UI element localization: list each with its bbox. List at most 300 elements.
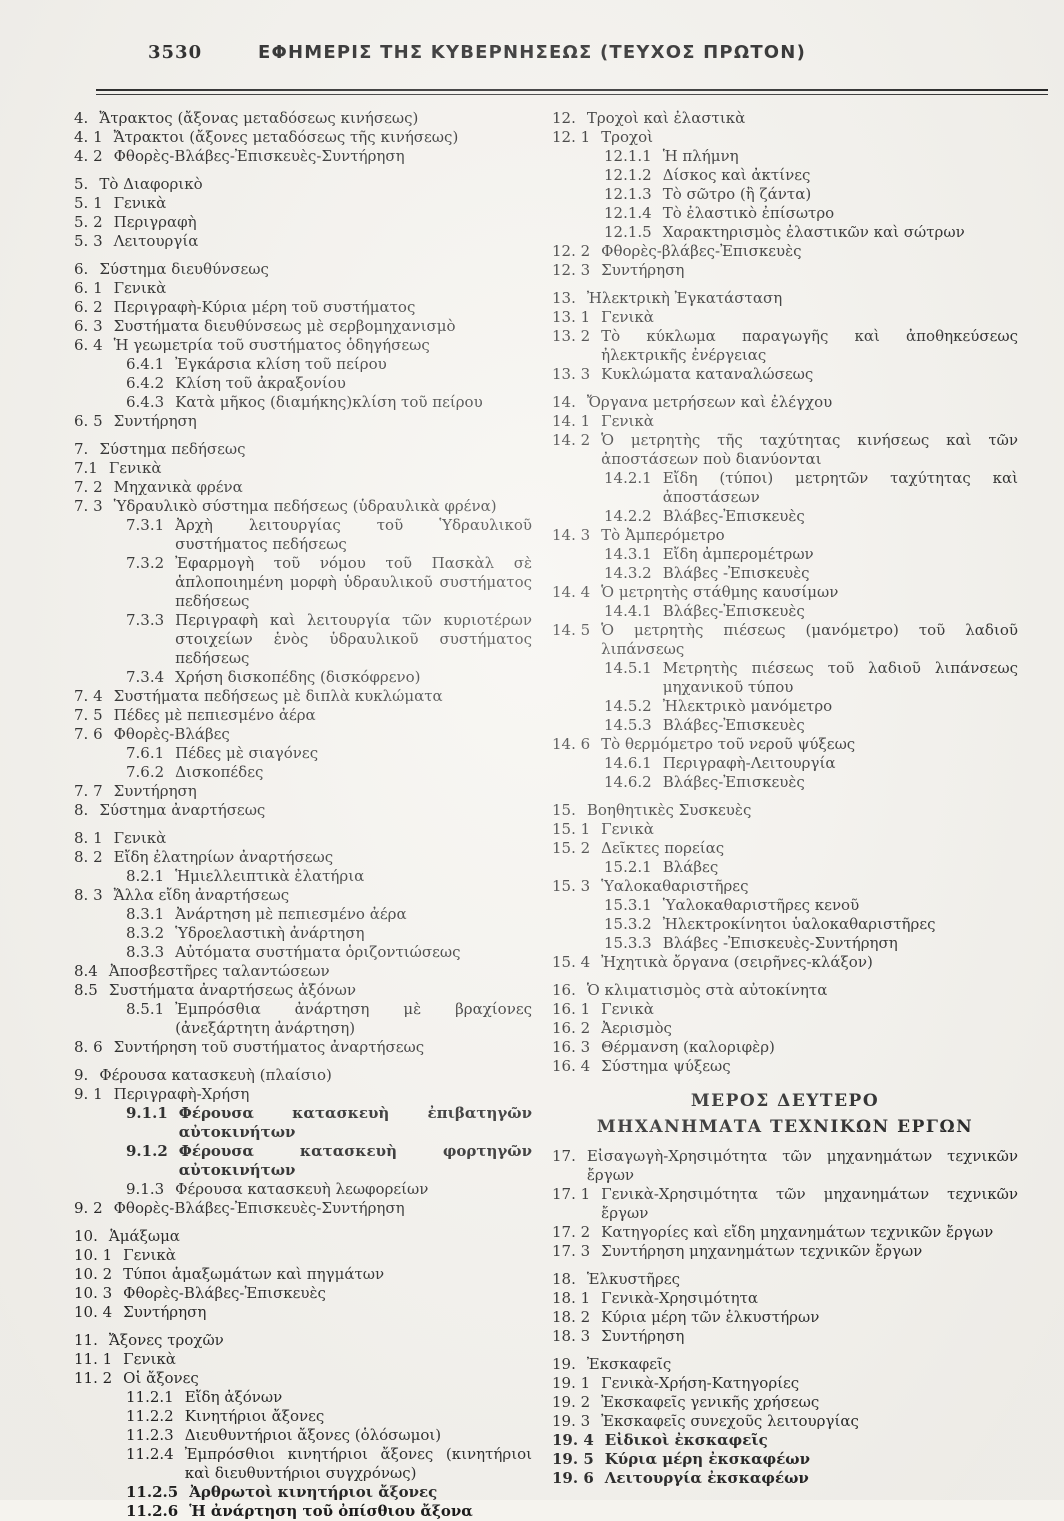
toc-entry [74, 1483, 532, 1502]
entry-number: 8.3.1 [126, 905, 165, 923]
entry-number: 13. 2 [552, 327, 591, 345]
entry-text: Ἄλλα εἴδη ἀναρτήσεως [113, 886, 290, 904]
toc-entry [552, 697, 1018, 716]
entry-number: 9.1.1 [126, 1104, 168, 1122]
entry-text: Ἐκσκαφεῖς [586, 1355, 672, 1373]
entry-number: 6. 4 [74, 336, 103, 354]
toc-entry [74, 497, 532, 516]
entry-text: Ἐφαρμογὴ τοῦ νόμου τοῦ Πασκὰλ σὲ ἁπλοποιημένη μορφὴ ὑδραυλικοῦ συστήματος πεδήσεως [175, 554, 532, 610]
toc-entry [552, 1469, 1018, 1488]
entry-number: 7.6.1 [126, 744, 165, 762]
toc-entry [74, 440, 532, 459]
toc-entry [552, 820, 1018, 839]
toc-entry [552, 1270, 1018, 1289]
toc-entry [552, 393, 1018, 412]
entry-text: Μηχανικὰ φρένα [113, 478, 243, 496]
entry-number: 18. [552, 1270, 576, 1288]
toc-entry [74, 867, 532, 886]
toc-entry [74, 128, 532, 147]
entry-number: 8. 2 [74, 848, 103, 866]
toc-entry [552, 915, 1018, 934]
entry-number: 11.2.1 [126, 1388, 174, 1406]
toc-entry [552, 204, 1018, 223]
entry-number: 14.5.3 [604, 716, 652, 734]
entry-number: 15. 1 [552, 820, 591, 838]
entry-number: 7. 7 [74, 782, 103, 800]
entry-text: Βλάβες -Ἐπισκευὲς-Συντήρηση [662, 934, 898, 952]
entry-text: Βοηθητικὲς Συσκευὲς [586, 801, 752, 819]
toc-entry [552, 507, 1018, 526]
entry-number: 14. 4 [552, 583, 591, 601]
toc-entry [74, 1303, 532, 1322]
entry-number: 11.2.6 [126, 1502, 179, 1520]
toc-entry [552, 147, 1018, 166]
entry-number: 5. 1 [74, 194, 103, 212]
toc-entry [552, 981, 1018, 1000]
toc-entry [74, 279, 532, 298]
entry-number: 8. [74, 801, 89, 819]
entry-text: Κατηγορίες καὶ εἴδη μηχανημάτων τεχνικῶν ἔργων [601, 1223, 994, 1241]
toc-entry [552, 896, 1018, 915]
entry-number: 18. 1 [552, 1289, 591, 1307]
toc-entry [74, 194, 532, 213]
entry-text: Δίσκος καὶ ἀκτίνες [662, 166, 811, 184]
entry-text: Τροχοὶ [601, 128, 654, 146]
toc-entry [74, 687, 532, 706]
entry-number: 14. [552, 393, 576, 411]
entry-text: Φέρουσα κατασκευὴ ἐπιβατηγῶν αὐτοκινήτων [178, 1104, 532, 1141]
entry-number: 14.5.2 [604, 697, 652, 715]
toc-entry [552, 754, 1018, 773]
entry-number: 9. [74, 1066, 89, 1084]
toc-entry [74, 459, 532, 478]
entry-text: Συντήρηση τοῦ συστήματος ἀναρτήσεως [113, 1038, 425, 1056]
entry-text: Ὁ μετρητὴς πιέσεως (μανόμετρο) τοῦ λαδιοῦ λιπάνσεως [601, 621, 1018, 658]
entry-text: Γενικὰ [601, 1000, 654, 1018]
toc-entry [552, 1057, 1018, 1076]
part-heading: ΜΕΡΟΣ ΔΕΥΤΕΡΟ [690, 1091, 880, 1111]
entry-number: 7. 5 [74, 706, 103, 724]
left-column [74, 109, 532, 1521]
entry-text: Ἡ πλήμνη [662, 147, 739, 165]
entry-number: 5. 2 [74, 213, 103, 231]
entry-text: Γενικὰ [113, 194, 167, 212]
entry-number: 12. 1 [552, 128, 591, 146]
toc-entry [74, 706, 532, 725]
entry-number: 15. 3 [552, 877, 591, 895]
toc-entry [74, 1227, 532, 1246]
entry-number: 17. [552, 1147, 576, 1165]
entry-text: Σύστημα ψύξεως [601, 1057, 731, 1075]
entry-text: Ἑλκυστῆρες [586, 1270, 680, 1288]
entry-number: 19. 2 [552, 1393, 591, 1411]
toc-entry [74, 260, 532, 279]
entry-number: 19. 5 [552, 1450, 594, 1468]
entry-number: 8. 1 [74, 829, 103, 847]
entry-number: 7.3.2 [126, 554, 165, 572]
entry-number: 5. [74, 175, 89, 193]
entry-number: 11. 1 [74, 1350, 113, 1368]
entry-number: 14.2.1 [604, 469, 652, 487]
entry-text: Τὸ Διαφορικὸ [99, 175, 203, 193]
entry-text: Φθορὲς-βλάβες-Ἐπισκευὲς [601, 242, 802, 260]
entry-text: Φθορὲς-Βλάβες [113, 725, 230, 743]
entry-text: Ἀποσβεστῆρες ταλαντώσεων [108, 962, 330, 980]
entry-number: 6. 5 [74, 412, 103, 430]
entry-text: Σύστημα πεδήσεως [99, 440, 246, 458]
toc-entry [74, 374, 532, 393]
toc-entry [552, 1327, 1018, 1346]
entry-text: Κύρια μέρη ἐκσκαφέων [604, 1450, 810, 1468]
toc-entry [552, 1242, 1018, 1261]
toc-entry [552, 308, 1018, 327]
toc-entry [552, 583, 1018, 602]
entry-number: 17. 1 [552, 1185, 591, 1203]
entry-number: 11. [74, 1331, 98, 1349]
entry-number: 8.2.1 [126, 867, 165, 885]
entry-text: Ὑδροελαστικὴ ἀνάρτηση [175, 924, 365, 942]
toc-entry [552, 1308, 1018, 1327]
entry-text: Συστήματα ἀναρτήσεως ἀξόνων [108, 981, 356, 999]
toc-entry [552, 1450, 1018, 1469]
toc-entry [552, 1355, 1018, 1374]
entry-text: Ἀερισμὸς [601, 1019, 672, 1037]
entry-number: 12. [552, 109, 576, 127]
toc-entry [552, 773, 1018, 792]
entry-number: 7.3.4 [126, 668, 165, 686]
entry-number: 19. 4 [552, 1431, 594, 1449]
entry-text: Συντήρηση [113, 412, 197, 430]
toc-entry [552, 185, 1018, 204]
entry-text: Ἠχητικὰ ὄργανα (σειρῆνες-κλάξον) [601, 953, 873, 971]
toc-entry [552, 545, 1018, 564]
entry-text: Ἠλεκτρικὴ Ἐγκατάσταση [586, 289, 783, 307]
toc-entry [552, 242, 1018, 261]
entry-text: Κύρια μέρη τῶν ἑλκυστήρων [601, 1308, 820, 1326]
entry-number: 8. 3 [74, 886, 103, 904]
toc-entry [74, 744, 532, 763]
toc-entry [74, 393, 532, 412]
entry-number: 14.6.1 [604, 754, 652, 772]
entry-text: Ἐμπρόσθιοι κινητήριοι ἄξονες (κινητήριοι καὶ διευθυντήριοι συγχρόνως) [184, 1445, 532, 1482]
entry-text: Οἱ ἄξονες [123, 1369, 199, 1387]
toc-entry [552, 953, 1018, 972]
part-heading: ΜΗΧΑΝΗΜΑΤΑ ΤΕΧΝΙΚΩΝ ΕΡΓΩΝ [596, 1117, 974, 1137]
toc-entry [74, 782, 532, 801]
toc-entry [552, 564, 1018, 583]
entry-number: 8.3.3 [126, 943, 165, 961]
entry-text: Τύποι ἁμαξωμάτων καὶ πηγμάτων [123, 1265, 385, 1283]
entry-text: Γενικὰ-Χρησιμότητα τῶν μηχανημάτων τεχνικῶν ἔργων [601, 1185, 1018, 1222]
entry-number: 18. 2 [552, 1308, 591, 1326]
toc-entry [552, 327, 1018, 365]
entry-text: Γενικὰ [108, 459, 162, 477]
entry-number: 10. [74, 1227, 98, 1245]
entry-text: Ὁ μετρητὴς τῆς ταχύτητας κινήσεως καὶ τῶν ἀποστάσεων ποὺ διανύονται [601, 431, 1018, 468]
toc-entry [74, 516, 532, 554]
entry-text: Ὑαλοκαθαριστῆρες κενοῦ [662, 896, 860, 914]
entry-number: 14.3.2 [604, 564, 652, 582]
entry-number: 7.6.2 [126, 763, 165, 781]
entry-number: 11.2.4 [126, 1445, 174, 1463]
toc-entry [74, 412, 532, 431]
entry-text: Τὸ ἐλαστικὸ ἐπίσωτρο [662, 204, 835, 222]
entry-text: Ὑαλοκαθαριστῆρες [601, 877, 749, 895]
toc-entry [552, 858, 1018, 877]
entry-text: Βλάβες [662, 858, 719, 876]
entry-text: Τὸ Ἀμπερόμετρο [601, 526, 725, 544]
toc-entry [74, 1142, 532, 1180]
toc-entry [552, 431, 1018, 469]
entry-text: Κλίση τοῦ ἀκραξονίου [175, 374, 346, 392]
toc-entry [74, 1407, 532, 1426]
entry-number: 6. 2 [74, 298, 103, 316]
entry-text: Φθορὲς-Βλάβες-Ἐπισκευὲς-Συντήρηση [113, 1199, 405, 1217]
entry-text: Ἠλεκτροκίνητοι ὑαλοκαθαριστῆρες [662, 915, 936, 933]
entry-number: 16. [552, 981, 576, 999]
entry-number: 7.3.3 [126, 611, 165, 629]
toc-entry [74, 1085, 532, 1104]
toc-entry [552, 1393, 1018, 1412]
toc-entry [552, 602, 1018, 621]
entry-number: 9. 2 [74, 1199, 103, 1217]
entry-number: 14.6.2 [604, 773, 652, 791]
entry-number: 14.3.1 [604, 545, 652, 563]
entry-text: Θέρμανση (καλοριφὲρ) [601, 1038, 775, 1056]
entry-text: Ὑδραυλικὸ σύστημα πεδήσεως (ὑδραυλικὰ φρένα) [113, 497, 497, 515]
entry-number: 13. 3 [552, 365, 591, 383]
entry-number: 16. 3 [552, 1038, 591, 1056]
entry-text: Συστήματα πεδήσεως μὲ διπλὰ κυκλώματα [113, 687, 443, 705]
entry-text: Συντήρηση [601, 261, 685, 279]
entry-text: Δεῖκτες πορείας [601, 839, 725, 857]
entry-number: 6.4.3 [126, 393, 165, 411]
entry-number: 14. 1 [552, 412, 591, 430]
entry-text: Κυκλώματα καταναλώσεως [601, 365, 814, 383]
entry-text: Γενικὰ [113, 829, 167, 847]
entry-text: Περιγραφὴ [113, 213, 197, 231]
entry-number: 14.5.1 [604, 659, 652, 677]
toc-entry [74, 1180, 532, 1199]
entry-number: 14. 2 [552, 431, 591, 449]
toc-entry [74, 213, 532, 232]
entry-number: 7.1 [74, 459, 98, 477]
entry-number: 4. [74, 109, 89, 127]
toc-entry [74, 175, 532, 194]
entry-number: 12.1.1 [604, 147, 652, 165]
entry-text: Ἡ ἀνάρτηση τοῦ ὀπίσθιου ἄξονα [189, 1502, 473, 1520]
entry-number: 9.1.2 [126, 1142, 168, 1160]
toc-entry [74, 1445, 532, 1483]
entry-text: Κινητήριοι ἄξονες [184, 1407, 325, 1425]
toc-entry [74, 147, 532, 166]
entry-text: Ἀνάρτηση μὲ πεπιεσμένο ἀέρα [175, 905, 407, 923]
toc-entry [74, 1331, 532, 1350]
toc-entry [74, 1000, 532, 1038]
entry-number: 6.4.1 [126, 355, 165, 373]
entry-text: Ἐγκάρσια κλίση τοῦ πείρου [175, 355, 387, 373]
entry-text: Περιγραφὴ καὶ λειτουργία τῶν κυριοτέρων στοιχείων ἑνὸς ὑδραυλικοῦ συστήματος πεδήσεως [175, 611, 532, 667]
toc-entry [552, 526, 1018, 545]
entry-number: 6. 3 [74, 317, 103, 335]
entry-number: 9.1.3 [126, 1180, 165, 1198]
entry-text: Γενικὰ [601, 820, 654, 838]
entry-text: Φέρουσα κατασκευὴ (πλαίσιο) [99, 1066, 332, 1084]
entry-number: 12.1.2 [604, 166, 652, 184]
toc-entry [74, 611, 532, 668]
entry-text: Συντήρηση [601, 1327, 685, 1345]
toc-entry [552, 1019, 1018, 1038]
entry-number: 8.3.2 [126, 924, 165, 942]
entry-number: 14. 6 [552, 735, 591, 753]
toc-entry [552, 469, 1018, 507]
entry-number: 15. 2 [552, 839, 591, 857]
toc-entry [74, 924, 532, 943]
entry-number: 15. 4 [552, 953, 591, 971]
entry-number: 13. 1 [552, 308, 591, 326]
entry-number: 12.1.5 [604, 223, 652, 241]
entry-number: 16. 1 [552, 1000, 591, 1018]
entry-number: 12. 3 [552, 261, 591, 279]
entry-number: 7.3.1 [126, 516, 165, 534]
entry-text: Εἰδικοὶ ἐκσκαφεῖς [604, 1431, 768, 1449]
entry-number: 6. 1 [74, 279, 103, 297]
toc-entry [552, 223, 1018, 242]
entry-number: 17. 2 [552, 1223, 591, 1241]
toc-entry [552, 1000, 1018, 1019]
entry-text: Βλάβες-Ἐπισκευὲς [662, 773, 805, 791]
entry-number: 11.2.5 [126, 1483, 179, 1501]
entry-text: Ἄξονες τροχῶν [108, 1331, 224, 1349]
entry-number: 10. 1 [74, 1246, 113, 1264]
entry-number: 14. 3 [552, 526, 591, 544]
entry-number: 8.5.1 [126, 1000, 165, 1018]
toc-entry [74, 1246, 532, 1265]
entry-text: Ἡ γεωμετρία τοῦ συστήματος ὁδηγήσεως [113, 336, 430, 354]
entry-text: Φθορὲς-Βλάβες-Ἐπισκευὲς-Συντήρηση [113, 147, 405, 165]
toc-entry [74, 1284, 532, 1303]
entry-text: Φέρουσα κατασκευὴ φορτηγῶν αὐτοκινήτων [178, 1142, 532, 1179]
toc-entry [74, 317, 532, 336]
entry-number: 15. [552, 801, 576, 819]
entry-text: Γενικὰ [601, 412, 654, 430]
entry-text: Ἐκσκαφεῖς συνεχοῦς λειτουργίας [601, 1412, 859, 1430]
entry-number: 7. 4 [74, 687, 103, 705]
entry-text: Εἴδη ἀμπερομέτρων [662, 545, 814, 563]
toc-entry [74, 554, 532, 611]
entry-text: Ἁμάξωμα [108, 1227, 180, 1245]
right-column [552, 109, 1018, 1521]
entry-text: Τὸ κύκλωμα παραγωγῆς καὶ ἀποθηκεύσεως ἠλεκτρικῆς ἐνέργειας [601, 327, 1018, 364]
entry-number: 14.2.2 [604, 507, 652, 525]
toc-entry [74, 1265, 532, 1284]
entry-text: Γενικὰ-Χρησιμότητα [601, 1289, 759, 1307]
entry-text: Γενικὰ [601, 308, 654, 326]
entry-number: 6.4.2 [126, 374, 165, 392]
toc-entry [552, 1185, 1018, 1223]
entry-text: Γενικὰ [123, 1350, 176, 1368]
entry-number: 16. 2 [552, 1019, 591, 1037]
entry-text: Αὐτόματα συστήματα ὁριζοντιώσεως [175, 943, 461, 961]
entry-number: 11.2.3 [126, 1426, 174, 1444]
entry-text: Ἡμιελλειπτικὰ ἐλατήρια [175, 867, 365, 885]
toc-entry [74, 1350, 532, 1369]
entry-text: Ἀρθρωτοὶ κινητήριοι ἄξονες [189, 1483, 438, 1501]
entry-text: Βλάβες-Ἐπισκευὲς [662, 602, 805, 620]
entry-text: Συντήρηση μηχανημάτων τεχνικῶν ἔργων [601, 1242, 923, 1260]
toc-entry [552, 412, 1018, 431]
entry-text: Εἴδη (τύποι) μετρητῶν ταχύτητας καὶ ἀποστάσεων [662, 469, 1018, 506]
entry-number: 11.2.2 [126, 1407, 174, 1425]
entry-text: Ὁ κλιματισμὸς στὰ αὐτοκίνητα [586, 981, 828, 999]
entry-number: 12.1.4 [604, 204, 652, 222]
entry-number: 9. 1 [74, 1085, 103, 1103]
toc-entry [74, 1426, 532, 1445]
toc-entry [552, 1374, 1018, 1393]
toc-entry [552, 261, 1018, 280]
entry-number: 19. 1 [552, 1374, 591, 1392]
toc-entry [552, 621, 1018, 659]
toc-entry [552, 659, 1018, 697]
entry-text: Ἄτρακτοι (ἄξονες μεταδόσεως τῆς κινήσεως) [113, 128, 459, 146]
entry-number: 12.1.3 [604, 185, 652, 203]
entry-text: Λειτουργία ἐκσκαφέων [604, 1469, 809, 1487]
toc-entry [74, 355, 532, 374]
entry-number: 19. 6 [552, 1469, 594, 1487]
entry-text: Περιγραφὴ-Κύρια μέρη τοῦ συστήματος [113, 298, 416, 316]
entry-number: 14. 5 [552, 621, 591, 639]
entry-text: Γενικὰ [113, 279, 167, 297]
toc-entry [552, 735, 1018, 754]
entry-text: Δισκοπέδες [175, 763, 264, 781]
toc-entry [74, 336, 532, 355]
entry-text: Λειτουργία [113, 232, 199, 250]
entry-text: Περιγραφὴ-Λειτουργία [662, 754, 836, 772]
toc-entry [74, 886, 532, 905]
entry-text: Τὸ σῶτρο (ἢ ζάντα) [662, 185, 812, 203]
entry-number: 11. 2 [74, 1369, 113, 1387]
entry-number: 10. 3 [74, 1284, 113, 1302]
entry-text: Εἴδη ἐλατηρίων ἀναρτήσεως [113, 848, 334, 866]
entry-text: Βλάβες-Ἐπισκευὲς [662, 716, 805, 734]
entry-number: 15.3.2 [604, 915, 652, 933]
toc-entry [74, 109, 532, 128]
entry-text: Πέδες μὲ σιαγόνες [175, 744, 319, 762]
entry-number: 15.3.1 [604, 896, 652, 914]
entry-text: Ὄργανα μετρήσεων καὶ ἐλέγχου [586, 393, 833, 411]
entry-text: Τὸ θερμόμετρο τοῦ νεροῦ ψύξεως [601, 735, 856, 753]
entry-text: Τροχοὶ καὶ ἐλαστικὰ [586, 109, 746, 127]
toc-entry [552, 128, 1018, 147]
toc-entry [552, 365, 1018, 384]
entry-number: 12. 2 [552, 242, 591, 260]
entry-text: Συντήρηση [123, 1303, 207, 1321]
toc-entry [74, 725, 532, 744]
toc-entry [74, 232, 532, 251]
entry-number: 8.4 [74, 962, 98, 980]
toc-entry [74, 848, 532, 867]
page-header [0, 0, 1064, 82]
entry-text: Φθορὲς-Βλάβες-Ἐπισκευὲς [123, 1284, 326, 1302]
toc-entry [74, 1104, 532, 1142]
entry-text: Διευθυντήριοι ἄξονες (ὁλόσωμοι) [184, 1426, 442, 1444]
entry-number: 13. [552, 289, 576, 307]
entry-number: 8.5 [74, 981, 98, 999]
toc-entry [74, 763, 532, 782]
entry-text: Εἰσαγωγὴ-Χρησιμότητα τῶν μηχανημάτων τεχνικῶν ἔργων [586, 1147, 1018, 1184]
toc-body [0, 95, 1064, 1521]
toc-entry [74, 668, 532, 687]
